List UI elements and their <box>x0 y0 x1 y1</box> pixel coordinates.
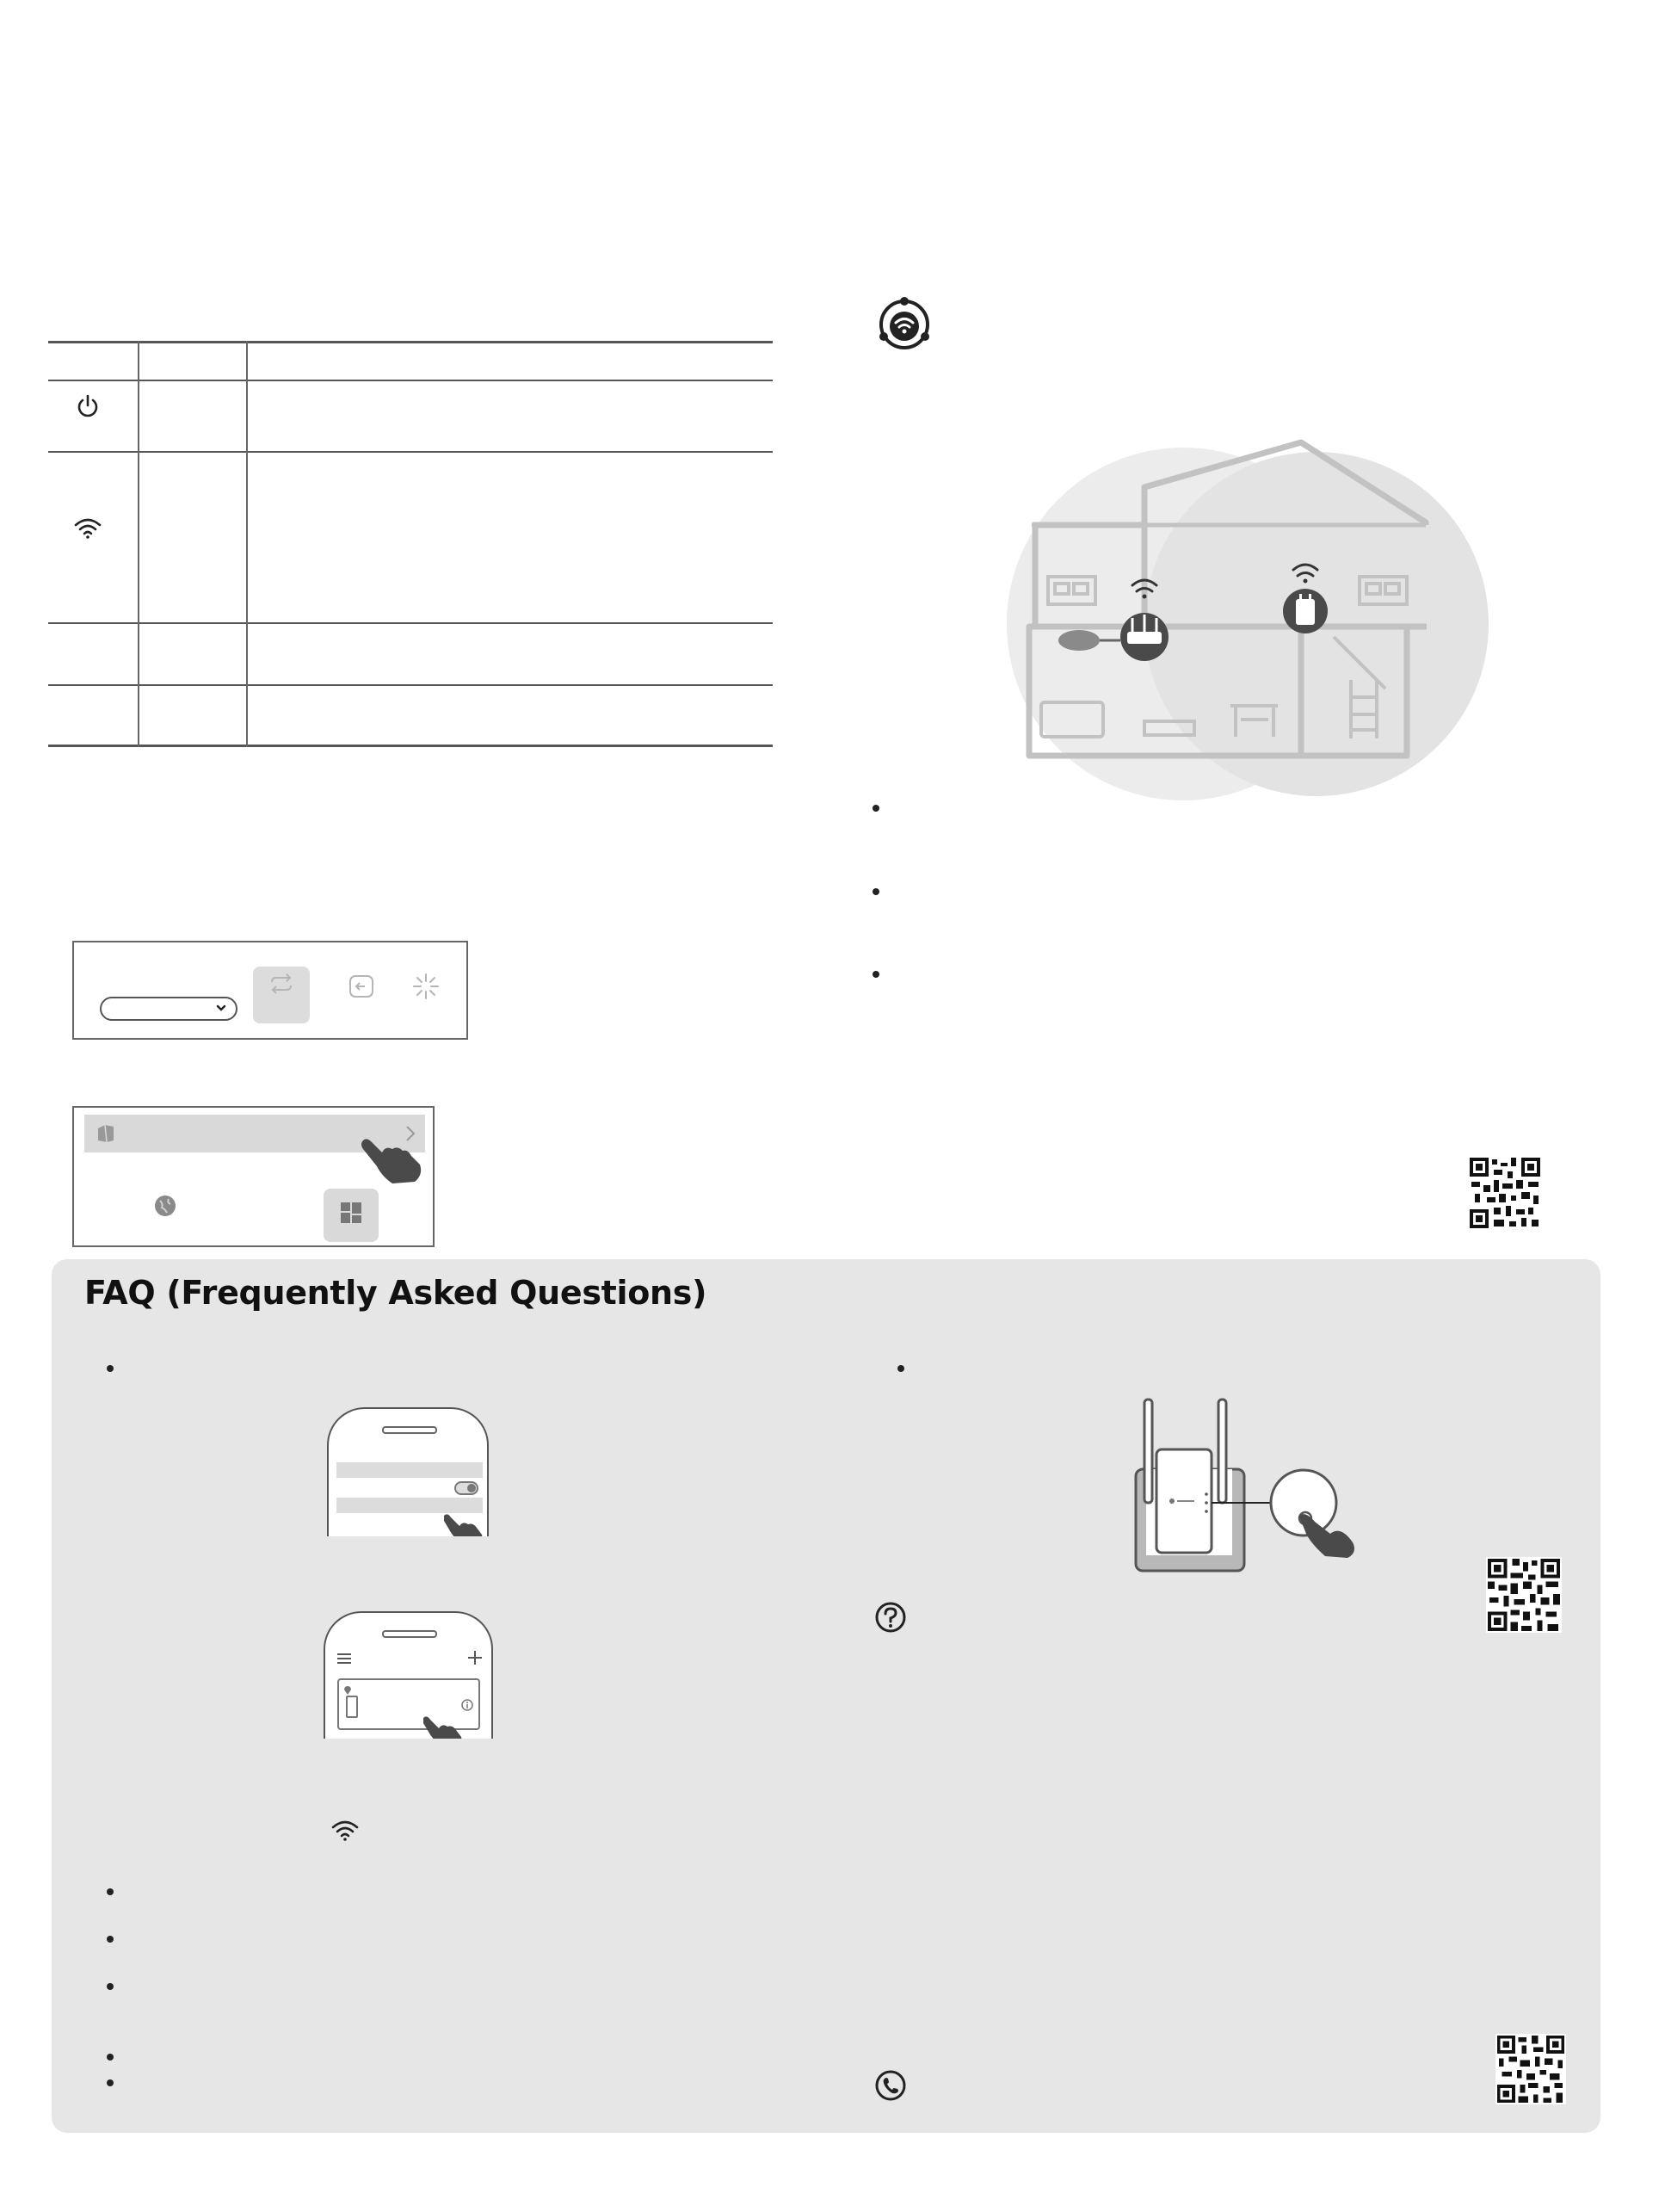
table-header-rule <box>48 380 773 381</box>
settings-row <box>336 1498 483 1513</box>
phone-settings-illustration <box>327 1407 489 1536</box>
bullet-point <box>107 1983 114 1990</box>
bullet-point <box>107 1936 114 1943</box>
hand-pointer-icon <box>358 1134 427 1189</box>
bullet-point <box>107 1365 114 1372</box>
plus-icon[interactable] <box>468 1651 482 1669</box>
table-top-rule <box>48 341 773 343</box>
table-row-rule <box>48 451 773 453</box>
bullet-point <box>107 2079 114 2086</box>
bullet-point <box>873 971 879 978</box>
wifi-icon <box>72 513 103 544</box>
info-icon[interactable] <box>461 1699 473 1715</box>
chevron-down-icon <box>215 1002 227 1018</box>
hamburger-menu-icon[interactable] <box>337 1653 351 1668</box>
hand-pointer-icon <box>441 1512 485 1536</box>
table-bottom-rule <box>48 745 773 747</box>
globe-icon <box>153 1194 177 1222</box>
app-menu-panel <box>72 1106 435 1247</box>
dashboard-button[interactable] <box>324 1189 379 1242</box>
extender-device-icon <box>346 1696 358 1718</box>
table-column-divider <box>138 341 139 747</box>
hand-pointer-icon <box>420 1715 465 1739</box>
device-icon <box>96 1123 115 1148</box>
toggle-switch[interactable] <box>454 1481 478 1495</box>
qr-code-icon <box>1495 2034 1566 2109</box>
mode-dropdown[interactable] <box>100 997 237 1021</box>
repeat-icon <box>268 973 295 998</box>
question-icon <box>874 1601 907 1638</box>
phone-speaker <box>382 1630 437 1638</box>
table-column-divider <box>246 341 248 747</box>
faq-title: FAQ (Frequently Asked Questions) <box>84 1274 707 1312</box>
bullet-point <box>873 888 879 895</box>
extender-reset-illustration <box>1127 1396 1385 1590</box>
toggle-knob <box>467 1484 476 1492</box>
phone-speaker <box>382 1426 437 1434</box>
grid-icon <box>339 1201 363 1229</box>
table-row-rule <box>48 622 773 624</box>
qr-code-icon <box>1468 1156 1542 1234</box>
bullet-point <box>897 1365 904 1372</box>
onemesh-icon <box>874 294 934 359</box>
loading-icon <box>411 972 441 1005</box>
bullet-point <box>107 1888 114 1895</box>
access-point-icon[interactable] <box>348 973 375 1004</box>
repeater-mode-button[interactable] <box>253 967 310 1023</box>
bullet-point <box>107 2054 114 2061</box>
settings-row <box>336 1462 483 1478</box>
power-icon <box>72 391 103 422</box>
wifi-icon <box>330 1820 360 1846</box>
qr-code-icon <box>1486 1557 1562 1637</box>
app-settings-panel <box>72 941 468 1040</box>
bullet-point <box>873 805 879 812</box>
phone-icon <box>874 2069 907 2106</box>
led-status-table <box>48 341 773 747</box>
table-row-rule <box>48 684 773 686</box>
house-network-illustration <box>972 430 1497 813</box>
phone-app-illustration <box>324 1611 493 1739</box>
faq-section <box>52 1259 1600 2133</box>
